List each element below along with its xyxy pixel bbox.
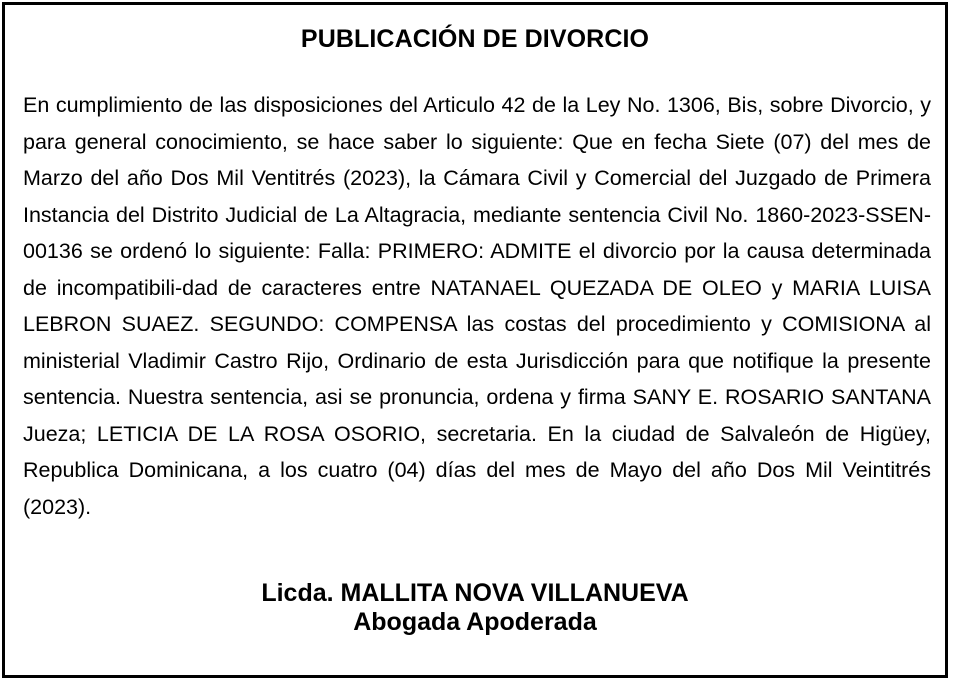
signature-role: Abogada Apoderada: [353, 608, 597, 636]
signature-name: Licda. MALLITA NOVA VILLANUEVA: [261, 579, 689, 607]
signature-block: [5, 579, 945, 637]
notice-frame: [2, 2, 948, 678]
notice-title: PUBLICACIÓN DE DIVORCIO: [300, 25, 650, 53]
notice-body: En cumplimiento de las disposiciones del Articulo 42 de la Ley No. 1306, Bis, sobre Divorcio, y para general conocimiento, se hace saber lo siguiente: Que en fecha Siete (07) del mes de Marzo del año Dos Mil Ventitrés (2023), la Cámara Civil y Comercial del Juzgado de Primera Instancia del Distrito Judicial de La Altagracia, mediante sentencia Civil No. 1860-2023-SSEN-00136 se ordenó lo siguiente: Falla: PRIMERO: ADMITE el divorcio por la causa determinada de incompatibili-dad de caracteres entre NATANAEL QUEZADA DE OLEO y MARIA LUISA LEBRON SUAEZ. SEGUNDO: COMPENSA las costas del procedimiento y COMISIONA al ministerial Vladimir Castro Rijo, Ordinario de esta Jurisdicción para que notifique la presente sentencia. Nuestra sentencia, asi se pronuncia, ordena y firma SANY E. ROSARIO SANTANA Jueza; LETICIA DE LA ROSA OSORIO, secretaria. En la ciudad de Salvaleón de Higüey, Republica Dominicana, a los cuatro (04) días del mes de Mayo del año Dos Mil Veintitrés (2023).: [23, 93, 931, 519]
